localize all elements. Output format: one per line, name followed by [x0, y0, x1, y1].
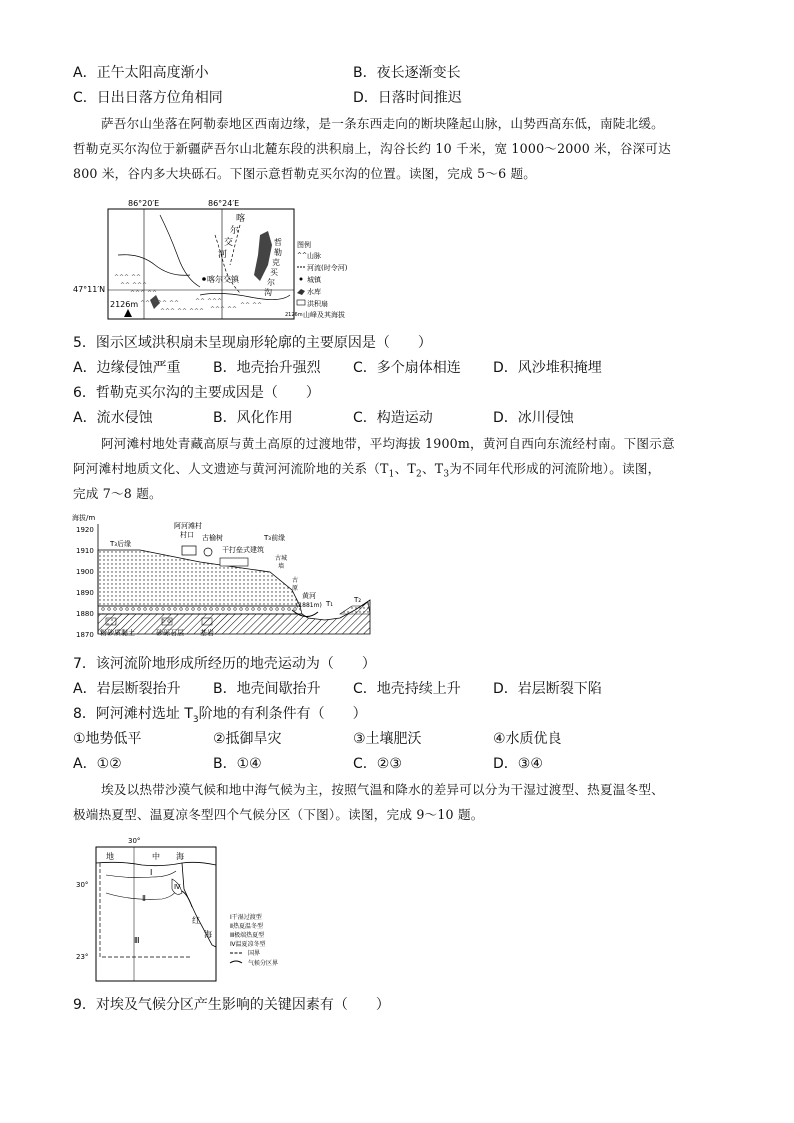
river-char-1: 喀	[236, 214, 246, 224]
q4-option-d: D．日落时间推迟	[353, 90, 462, 106]
legend-gravel: 砂砾石层	[156, 629, 184, 637]
q4-option-c: C．日出日落方位角相同	[73, 90, 223, 106]
svg-text:^^ ^^^: ^^ ^^^	[195, 298, 223, 305]
q6-option-d: D．冰川侵蚀	[493, 410, 574, 426]
peak-label: 2126m	[110, 300, 139, 309]
legend-silt: 粉砂质黏土	[100, 629, 135, 637]
legend-river: 河流(时令河)	[307, 264, 348, 272]
zone-3-label: Ⅲ	[134, 936, 140, 945]
river-char-3: 交	[224, 238, 234, 248]
ytick-1900: 1900	[76, 568, 94, 576]
passage2-line2-post: 为不同年代形成的河流阶地）。读图，	[449, 461, 661, 476]
label-old-tree: 古榆树	[202, 534, 223, 542]
q6-stem: 6．哲勒克买尔沟的主要成因是（ ）	[73, 385, 320, 401]
q7-option-a: A．岩层断裂抬升	[73, 681, 181, 697]
lat-label: 47°11′N	[73, 285, 106, 294]
lon-label-1: 86°20′E	[128, 199, 160, 208]
label-ancient-2: 原	[292, 585, 299, 592]
gully-char-1: 哲	[274, 238, 282, 247]
passage1-line2: 哲勒克买尔沟位于新疆萨吾尔山北麓东段的洪积扇上，沟谷长约 10 千米，宽 1000～2000 米，谷深可达	[73, 141, 671, 156]
label-t1: T₁	[326, 600, 334, 608]
q4-option-a: A．正午太阳高度渐小	[73, 65, 209, 81]
gully-char-2: 勒	[274, 248, 282, 257]
q8-option-d: D．③④	[493, 756, 543, 772]
svg-text:^^^ ^^ ^^^: ^^^ ^^ ^^^	[160, 308, 205, 315]
old-tree-icon	[204, 548, 212, 556]
ytick-1920: 1920	[76, 526, 94, 534]
zheleke-map	[73, 195, 348, 325]
legend-town-icon	[300, 278, 303, 281]
passage1-line3: 800 米，谷内多大块砾石。下图示意哲勒克买尔沟的位置。读图，完成 5～6 题。	[73, 166, 537, 181]
label-building: 干打垒式建筑	[222, 546, 264, 554]
q8-stem-pre: 8．阿河滩村选址 T	[73, 706, 193, 722]
q8-choice-1: ①地势低平	[73, 731, 142, 747]
ytick-1880: 1880	[76, 610, 94, 618]
legend-mountain-icon: ^^	[297, 252, 308, 259]
q8-option-c: C．②③	[353, 756, 402, 772]
sea-char-1: 地	[106, 852, 114, 861]
lon-label-2: 86°24′E	[208, 199, 240, 208]
passage2-line2-pre: 阿河滩村地质文化、人文遗迹与黄河河流阶地的关系（T	[73, 461, 389, 476]
q6-option-a: A．流水侵蚀	[73, 410, 153, 426]
q8-choice-3: ③土壤肥沃	[353, 731, 422, 747]
q8-option-b: B．①④	[213, 756, 262, 772]
label-old-wall-2: 墙	[278, 563, 285, 570]
svg-text:^^ ^^^: ^^ ^^^	[120, 282, 148, 289]
label-ancient: 古	[292, 577, 299, 584]
zone-1-label: Ⅰ	[150, 868, 153, 877]
legend-town: 城镇	[307, 276, 321, 284]
q5-option-b: B．地壳抬升强烈	[213, 360, 321, 376]
label-village-2: 村口	[180, 531, 194, 539]
building-icon	[220, 558, 248, 566]
legend-zone-2: Ⅱ热夏温冬型	[230, 923, 263, 930]
q8-choice-2: ②抵御旱灾	[213, 731, 282, 747]
q5-option-c: C．多个扇体相连	[353, 360, 461, 376]
svg-text:^^^ ^^: ^^^ ^^	[210, 306, 238, 313]
svg-text:^^^ ^^: ^^^ ^^	[130, 290, 158, 297]
q5-option-a: A．边缘侵蚀严重	[73, 360, 181, 376]
legend-gravel-icon	[162, 618, 172, 625]
passage2-line1: 阿河滩村地处青藏高原与黄土高原的过渡地带，平均海拔 1900m，黄河自西向东流经村南。下图示意	[101, 436, 675, 451]
ytick-1870: 1870	[76, 631, 94, 639]
legend-peak: 山峰及其海拔	[303, 311, 345, 319]
q6-option-c: C．构造运动	[353, 410, 433, 426]
legend-zone-4: Ⅳ温夏凉冬型	[230, 941, 266, 948]
zone-2-label: Ⅱ	[142, 894, 146, 903]
gully-char-4: 买	[270, 268, 278, 277]
lon-30-label: 30°	[128, 837, 141, 845]
village-gate-icon	[182, 546, 196, 555]
lat-30-label: 30°	[76, 881, 89, 889]
legend-bedrock-icon	[202, 618, 212, 625]
profile-ylabel: 海拔/m	[72, 514, 96, 522]
zone-4-label: Ⅳ	[174, 883, 181, 891]
label-t3-front: T₃前缘	[264, 534, 286, 542]
sea-char-2: 中	[152, 852, 160, 861]
label-t3-back: T₃后缘	[110, 540, 132, 548]
q9-stem: 9．对埃及气候分区产生影响的关键因素有（ ）	[73, 997, 390, 1013]
gully-char-3: 克	[272, 258, 280, 267]
legend-fan-icon	[297, 300, 305, 305]
label-old-wall: 古城	[275, 555, 288, 562]
q8-option-a: A．①②	[73, 756, 122, 772]
passage2-line3: 完成 7～8 题。	[73, 486, 162, 501]
legend-title: 图例	[297, 241, 311, 249]
river-char-4: 河	[218, 250, 228, 260]
q7-option-c: C．地壳持续上升	[353, 681, 461, 697]
legend-zone-boundary: 气候分区界	[248, 960, 279, 967]
town-label: 喀尔交镇	[207, 275, 239, 284]
svg-text:^^^ ^^: ^^^ ^^	[114, 274, 142, 281]
terrace-profile	[70, 510, 390, 645]
legend-zone-boundary-icon	[230, 961, 242, 963]
lat-23-label: 23°	[76, 953, 89, 961]
label-t2: T₂	[354, 596, 362, 604]
river-char-2: 尔	[230, 226, 240, 236]
passage3-line1: 埃及以热带沙漠气候和地中海气候为主，按照气温和降水的差异可以分为干湿过渡型、热夏温冬型、	[101, 782, 664, 797]
svg-text:^^ ^^^ ^^: ^^ ^^^ ^^	[140, 300, 180, 307]
gully-char-5: 尔	[267, 278, 275, 287]
red-char-1: 红	[192, 916, 200, 925]
passage2-line2: 阿河滩村地质文化、人文遗迹与黄河河流阶地的关系（$T_1$、$T_2$、$T_3$为不同年代形成的河流阶地）。读图，	[73, 461, 661, 480]
egypt-climate-map	[72, 835, 322, 985]
q6-option-b: B．风化作用	[213, 410, 293, 426]
label-village-1: 阿河滩村	[174, 522, 202, 530]
q8-stem: 8．阿河滩村选址 $T_3$阶地的有利条件有（ ）	[73, 706, 367, 725]
q8-choice-4: ④水质优良	[493, 731, 562, 747]
passage3-line2: 极端热夏型、温夏凉冬型四个气候分区（下图）。读图，完成 9～10 题。	[73, 807, 484, 822]
legend-bedrock: 基岩	[200, 629, 214, 637]
red-char-2: 海	[204, 930, 212, 939]
q5-option-d: D．风沙堆积掩埋	[493, 360, 602, 376]
legend-silt-icon	[106, 618, 116, 625]
legend-border: 国界	[248, 950, 261, 957]
q4-option-b: B．夜长逐渐变长	[353, 65, 461, 81]
town-marker	[202, 277, 206, 281]
legend-mountain: 山脉	[307, 252, 321, 260]
legend-fan: 洪积扇	[307, 300, 328, 308]
svg-text:^^ ^^: ^^ ^^	[240, 302, 263, 309]
q7-stem: 7．该河流阶地形成所经历的地壳运动为（ ）	[73, 656, 376, 672]
ytick-1890: 1890	[76, 589, 94, 597]
legend-peak-sample: 2126m	[285, 312, 303, 318]
q7-option-d: D．岩层断裂下陷	[493, 681, 602, 697]
legend-zone-1: Ⅰ干湿过渡型	[230, 914, 262, 921]
legend-zone-3: Ⅲ极端热夏型	[230, 932, 265, 939]
passage1-line1: 萨吾尔山坐落在阿勒泰地区西南边缘，是一条东西走向的断块隆起山脉，山势西高东低，南陡北缓。	[101, 116, 664, 131]
q7-option-b: B．地壳间歇抬升	[213, 681, 321, 697]
label-river: 黄河	[302, 592, 316, 600]
q5-stem: 5．图示区域洪积扇未呈现扇形轮廓的主要原因是（ ）	[73, 335, 432, 351]
ytick-1910: 1910	[76, 547, 94, 555]
q8-stem-post: 阶地的有利条件有（ ）	[198, 706, 367, 722]
sea-char-3: 海	[176, 852, 184, 861]
legend-reservoir-icon	[297, 289, 305, 295]
gully-char-6: 沟	[264, 288, 272, 297]
legend-reservoir: 水库	[307, 288, 321, 296]
label-river-elev: (1881m)	[296, 602, 322, 609]
